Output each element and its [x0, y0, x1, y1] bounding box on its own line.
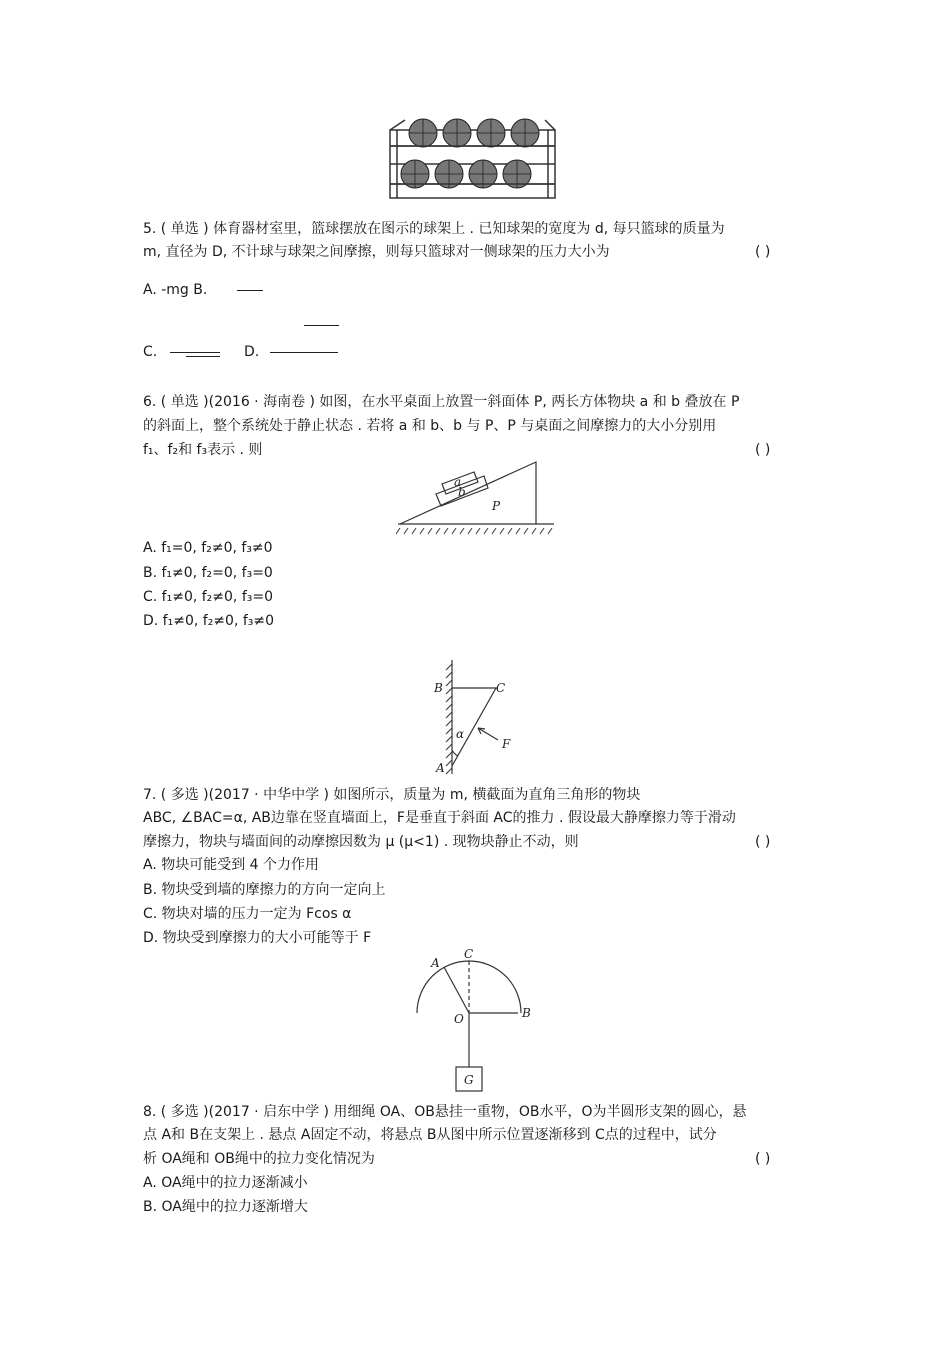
- semicircle-label-o: O: [454, 1012, 464, 1026]
- incline-label-b: b: [458, 485, 466, 499]
- basketball-rack-figure: [385, 112, 560, 202]
- q5-line2: m, 直径为 D, 不计球与球架之间摩擦，则每只篮球对一侧球架的压力大小为: [143, 244, 610, 260]
- q7-option-c: C. 物块对墙的压力一定为 Fcos α: [143, 906, 352, 922]
- semicircle-support-figure: [410, 945, 540, 1095]
- semicircle-label-a: A: [431, 956, 440, 970]
- q5-option-b-fraction-bar: [237, 290, 263, 291]
- q6-line2: 的斜面上，整个系统处于静止状态 . 若将 a 和 b、b 与 P、P 与桌面之间摩擦力的大小分别用: [143, 418, 717, 434]
- q5-option-d: D.: [244, 344, 260, 360]
- q6-option-c: C. f₁≠0, f₂≠0, f₃=0: [143, 589, 274, 605]
- q6-option-d: D. f₁≠0, f₂≠0, f₃≠0: [143, 613, 275, 629]
- wall-label-c: C: [496, 681, 506, 695]
- wall-label-f: F: [502, 737, 511, 751]
- q5-option-ab: A. -mg B.: [143, 282, 208, 298]
- q7-line2: ABC, ∠BAC=α, AB边靠在竖直墙面上，F是垂直于斜面 AC的推力 . 假设最大静摩擦力等于滑动: [143, 810, 736, 826]
- q5-option-d-radical-bar: [304, 325, 339, 326]
- wall-label-alpha: α: [456, 727, 465, 741]
- wall-label-a: A: [436, 761, 445, 775]
- q7-option-d: D. 物块受到摩擦力的大小可能等于 F: [143, 930, 372, 946]
- q5-option-c-radical-bar: [186, 356, 220, 357]
- q6-option-b: B. f₁≠0, f₂=0, f₃=0: [143, 565, 273, 581]
- q5-line1: 5. ( 单选 ) 体育器材室里，篮球摆放在图示的球架上 . 已知球架的宽度为 d, 每只篮球的质量为: [143, 221, 725, 237]
- q5-option-c-fraction-bar: [170, 352, 220, 353]
- q7-line1: 7. ( 多选 )(2017 · 中华中学 ) 如图所示，质量为 m, 横截面为直角三角形的物块: [143, 787, 641, 803]
- q8-line1: 8. ( 多选 )(2017 · 启东中学 ) 用细绳 OA、OB悬挂一重物，OB水平，O为半圆形支架的圆心，悬: [143, 1104, 747, 1120]
- wall-label-b: B: [434, 681, 443, 695]
- wall-triangle-figure: [430, 658, 520, 776]
- q5-option-c: C.: [143, 344, 158, 360]
- q5-option-d-fraction-bar: [270, 352, 338, 353]
- q5-answer-paren: ( ): [755, 244, 771, 260]
- q8-option-b: B. OA绳中的拉力逐渐增大: [143, 1199, 308, 1215]
- q7-option-b: B. 物块受到墙的摩擦力的方向一定向上: [143, 882, 386, 898]
- incline-label-a: a: [454, 475, 462, 489]
- q8-line2: 点 A和 B在支架上 . 悬点 A固定不动，将悬点 B从图中所示位置逐渐移到 C点的过程中，试分: [143, 1127, 717, 1143]
- semicircle-label-c: C: [464, 947, 474, 961]
- q6-line3: f₁、f₂和 f₃表示 . 则: [143, 442, 263, 458]
- incline-figure: [396, 458, 556, 536]
- semicircle-label-b: B: [522, 1006, 531, 1020]
- q7-line3: 摩擦力，物块与墙面间的动摩擦因数为 μ (μ<1) . 现物块静止不动，则: [143, 834, 579, 850]
- q8-answer-paren: ( ): [755, 1151, 771, 1167]
- q6-line1: 6. ( 单选 )(2016 · 海南卷 ) 如图，在水平桌面上放置一斜面体 P, 两长方体物块 a 和 b 叠放在 P: [143, 394, 740, 410]
- q6-option-a: A. f₁=0, f₂≠0, f₃≠0: [143, 540, 273, 556]
- incline-label-p: P: [492, 499, 501, 513]
- q7-answer-paren: ( ): [755, 834, 771, 850]
- q7-option-a: A. 物块可能受到 4 个力作用: [143, 857, 320, 873]
- q8-line3: 析 OA绳和 OB绳中的拉力变化情况为: [143, 1151, 375, 1167]
- semicircle-label-g: G: [464, 1073, 474, 1087]
- q8-option-a: A. OA绳中的拉力逐渐减小: [143, 1175, 308, 1191]
- q6-answer-paren: ( ): [755, 442, 771, 458]
